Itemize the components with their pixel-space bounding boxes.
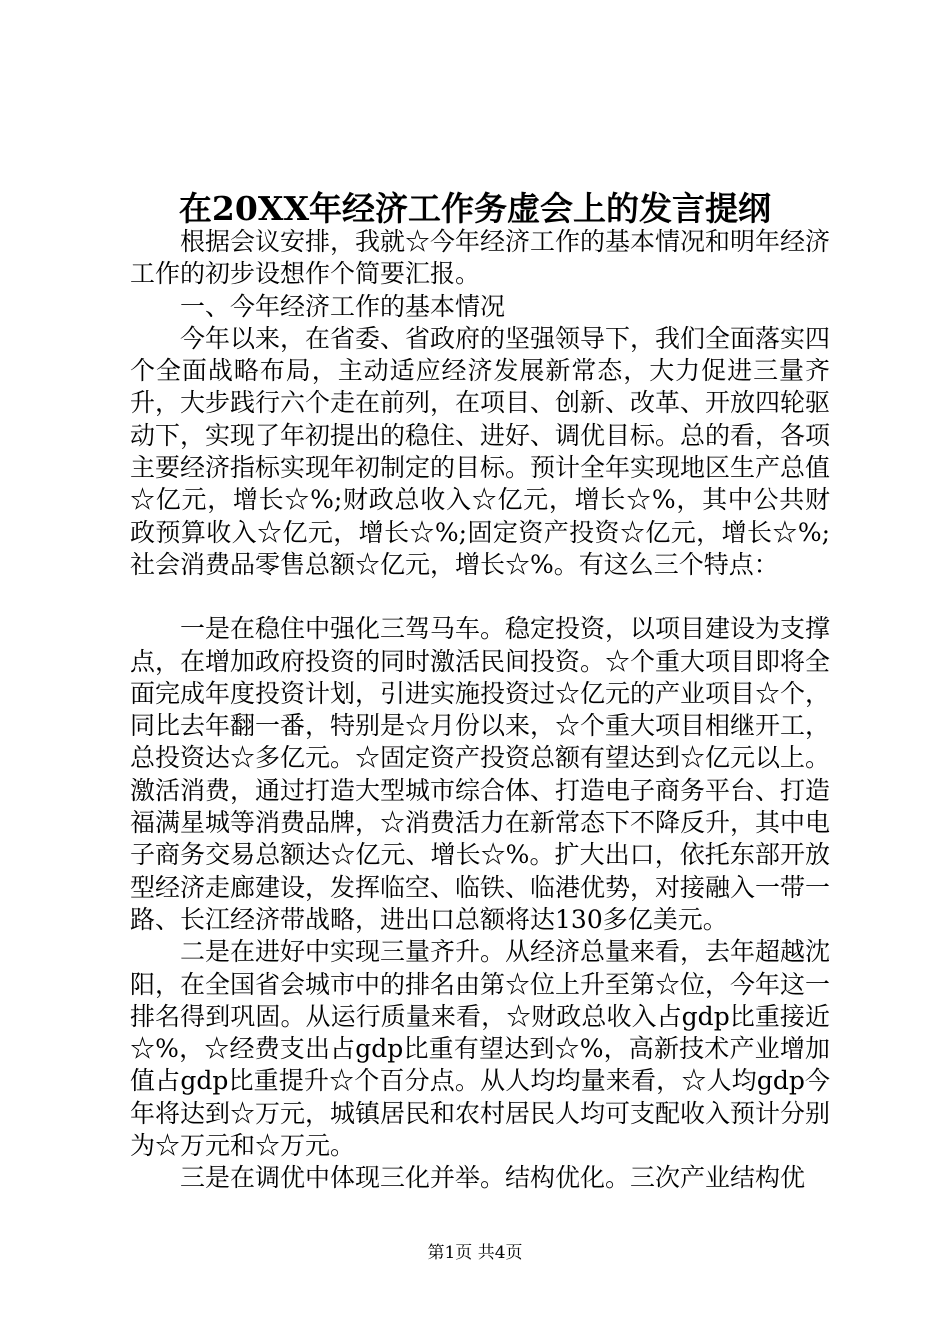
- document-title: 在20XX年经济工作务虚会上的发言提纲: [178, 189, 772, 228]
- paragraph-point-one: 一是在稳住中强化三驾马车。稳定投资，以项目建设为支撑点，在增加政府投资的同时激活民间投资。☆个重大项目即将全面完成年度投资计划，引进实施投资过☆亿元的产业项目☆个，同比去年翻一番，特别是☆月份以来，☆个重大项目相继开工，总投资达☆多亿元。☆固定资产投资总额有望达到☆亿元以上。激活消费，通过打造大型城市综合体、打造电子商务平台、打造福满星城等消费品牌，☆消费活力在新常态下不降反升，其中电子商务交易总额达☆亿元、增长☆%。扩大出口，依托东部开放型经济走廊建设，发挥临空、临铁、临港优势，对接融入一带一路、长江经济带战略，进出口总额将达130多亿美元。: [130, 614, 831, 934]
- paragraph-point-two: 二是在进好中实现三量齐升。从经济总量来看，去年超越沈阳，在全国省会城市中的排名由第☆位上升至第☆位，今年这一排名得到巩固。从运行质量来看，☆财政总收入占gdp比重接近☆%，☆经费支出占gdp比重有望达到☆%，高新技术产业增加值占gdp比重提升☆个百分点。从人均均量来看，☆人均gdp今年将达到☆万元，城镇居民和农村居民人均可支配收入预计分别为☆万元和☆万元。: [130, 937, 831, 1161]
- paragraph-point-three: 三是在调优中体现三化并举。结构优化。三次产业结构优: [180, 1163, 806, 1193]
- page-footer: 第1页 共4页: [427, 1243, 523, 1263]
- document-body: [130, 226, 830, 1195]
- section-heading: 一、今年经济工作的基本情况: [180, 291, 506, 321]
- paragraph-overview: 今年以来，在省委、省政府的坚强领导下，我们全面落实四个全面战略布局，主动适应经济发展新常态，大力促进三量齐升，大步践行六个走在前列，在项目、创新、改革、开放四轮驱动下，实现了年初提出的稳住、进好、调优目标。总的看，各项主要经济指标实现年初制定的目标。预计全年实现地区生产总值☆亿元，增长☆%;财政总收入☆亿元，增长☆%，其中公共财政预算收入☆亿元，增长☆%;固定资产投资☆亿元，增长☆%;社会消费品零售总额☆亿元，增长☆%。有这么三个特点：: [130, 323, 831, 579]
- paragraph-intro: 根据会议安排，我就☆今年经济工作的基本情况和明年经济工作的初步设想作个简要汇报。: [130, 227, 831, 289]
